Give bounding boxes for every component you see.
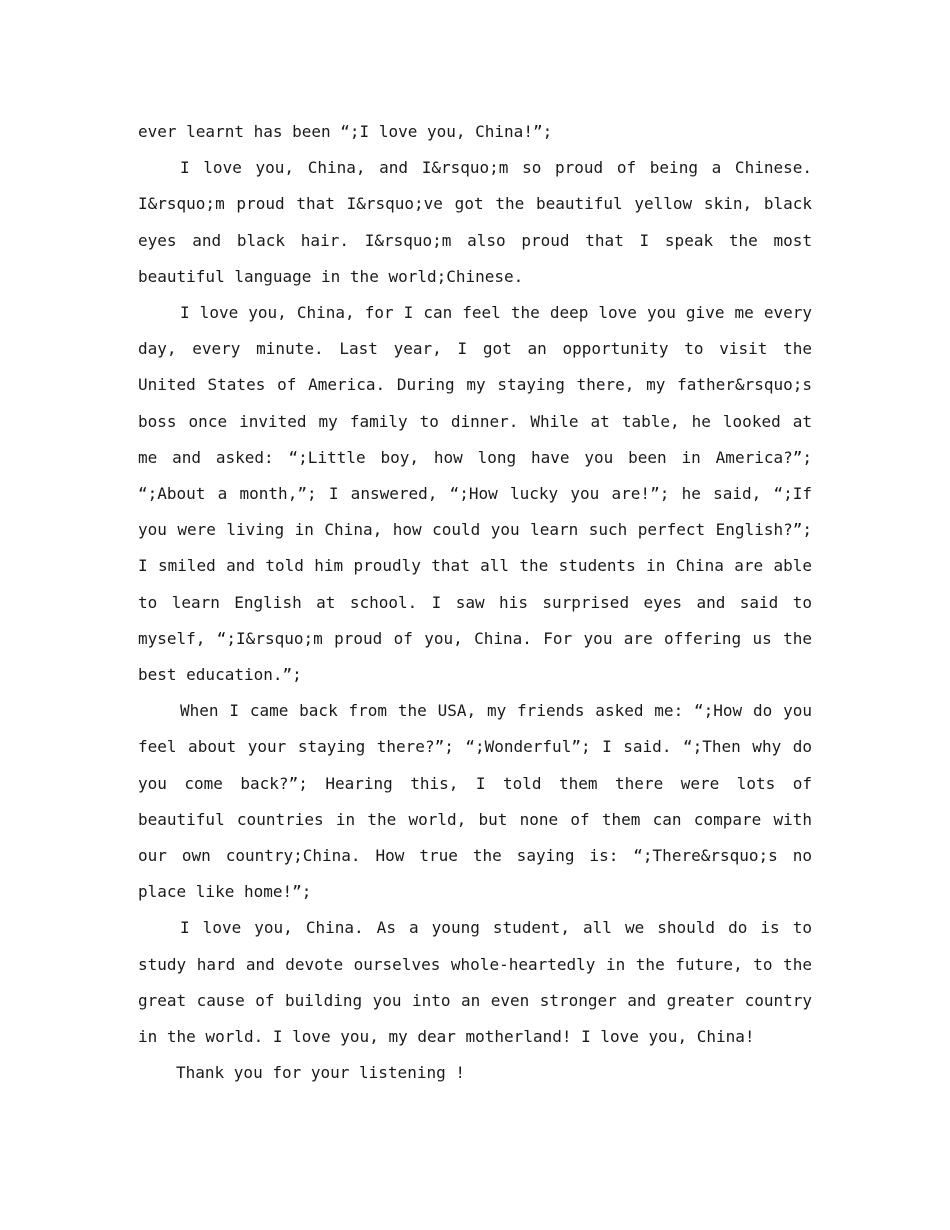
speech-text [138,114,812,1091]
paragraph-came-back: When I came back from the USA, my friends asked me: “;How do you feel about your staying there?”; “;Wonderful”; I said. “;Then why do you come back?”; Hearing this, I told them there were lots of beautiful countries in the world, but none of them can compare with our own country;China. How true the saying is: “;There&rsquo;s no place like home!”; [138,701,812,902]
paragraph-visit-usa: I love you, China, for I can feel the deep love you give me every day, every minute. Last year, I got an opportunity to visit the United States of America. During my staying there, my father&rsquo;s boss once invited my family to dinner. While at table, he looked at me and asked: “;Little boy, how long have you been in America?”; “;About a month,”; I answered, “;How lucky you are!”; he said, “;If you were living in China, how could you learn such perfect English?”; I smiled and told him proudly that all the students in China are able to learn English at school. I saw his surprised eyes and said to myself, “;I&rsquo;m proud of you, China. For you are offering us the best education.”; [138,303,812,685]
paragraph-young-student: I love you, China. As a young student, all we should do is to study hard and devote ourselves whole-heartedly in the future, to the great cause of building you into an even stronger and greater country in the world. I love you, my dear motherland! I love you, China! [138,918,812,1047]
paragraph-proud-chinese: I love you, China, and I&rsquo;m so proud of being a Chinese. I&rsquo;m proud that I&rsquo;ve got the beautiful yellow skin, black eyes and black hair. I&rsquo;m also proud that I speak the most beautiful language in the world;Chinese. [138,158,812,286]
paragraph-continuation: ever learnt has been “;I love you, China!”; [138,122,553,141]
paragraph-thanks: Thank you for your listening ! [176,1063,465,1083]
